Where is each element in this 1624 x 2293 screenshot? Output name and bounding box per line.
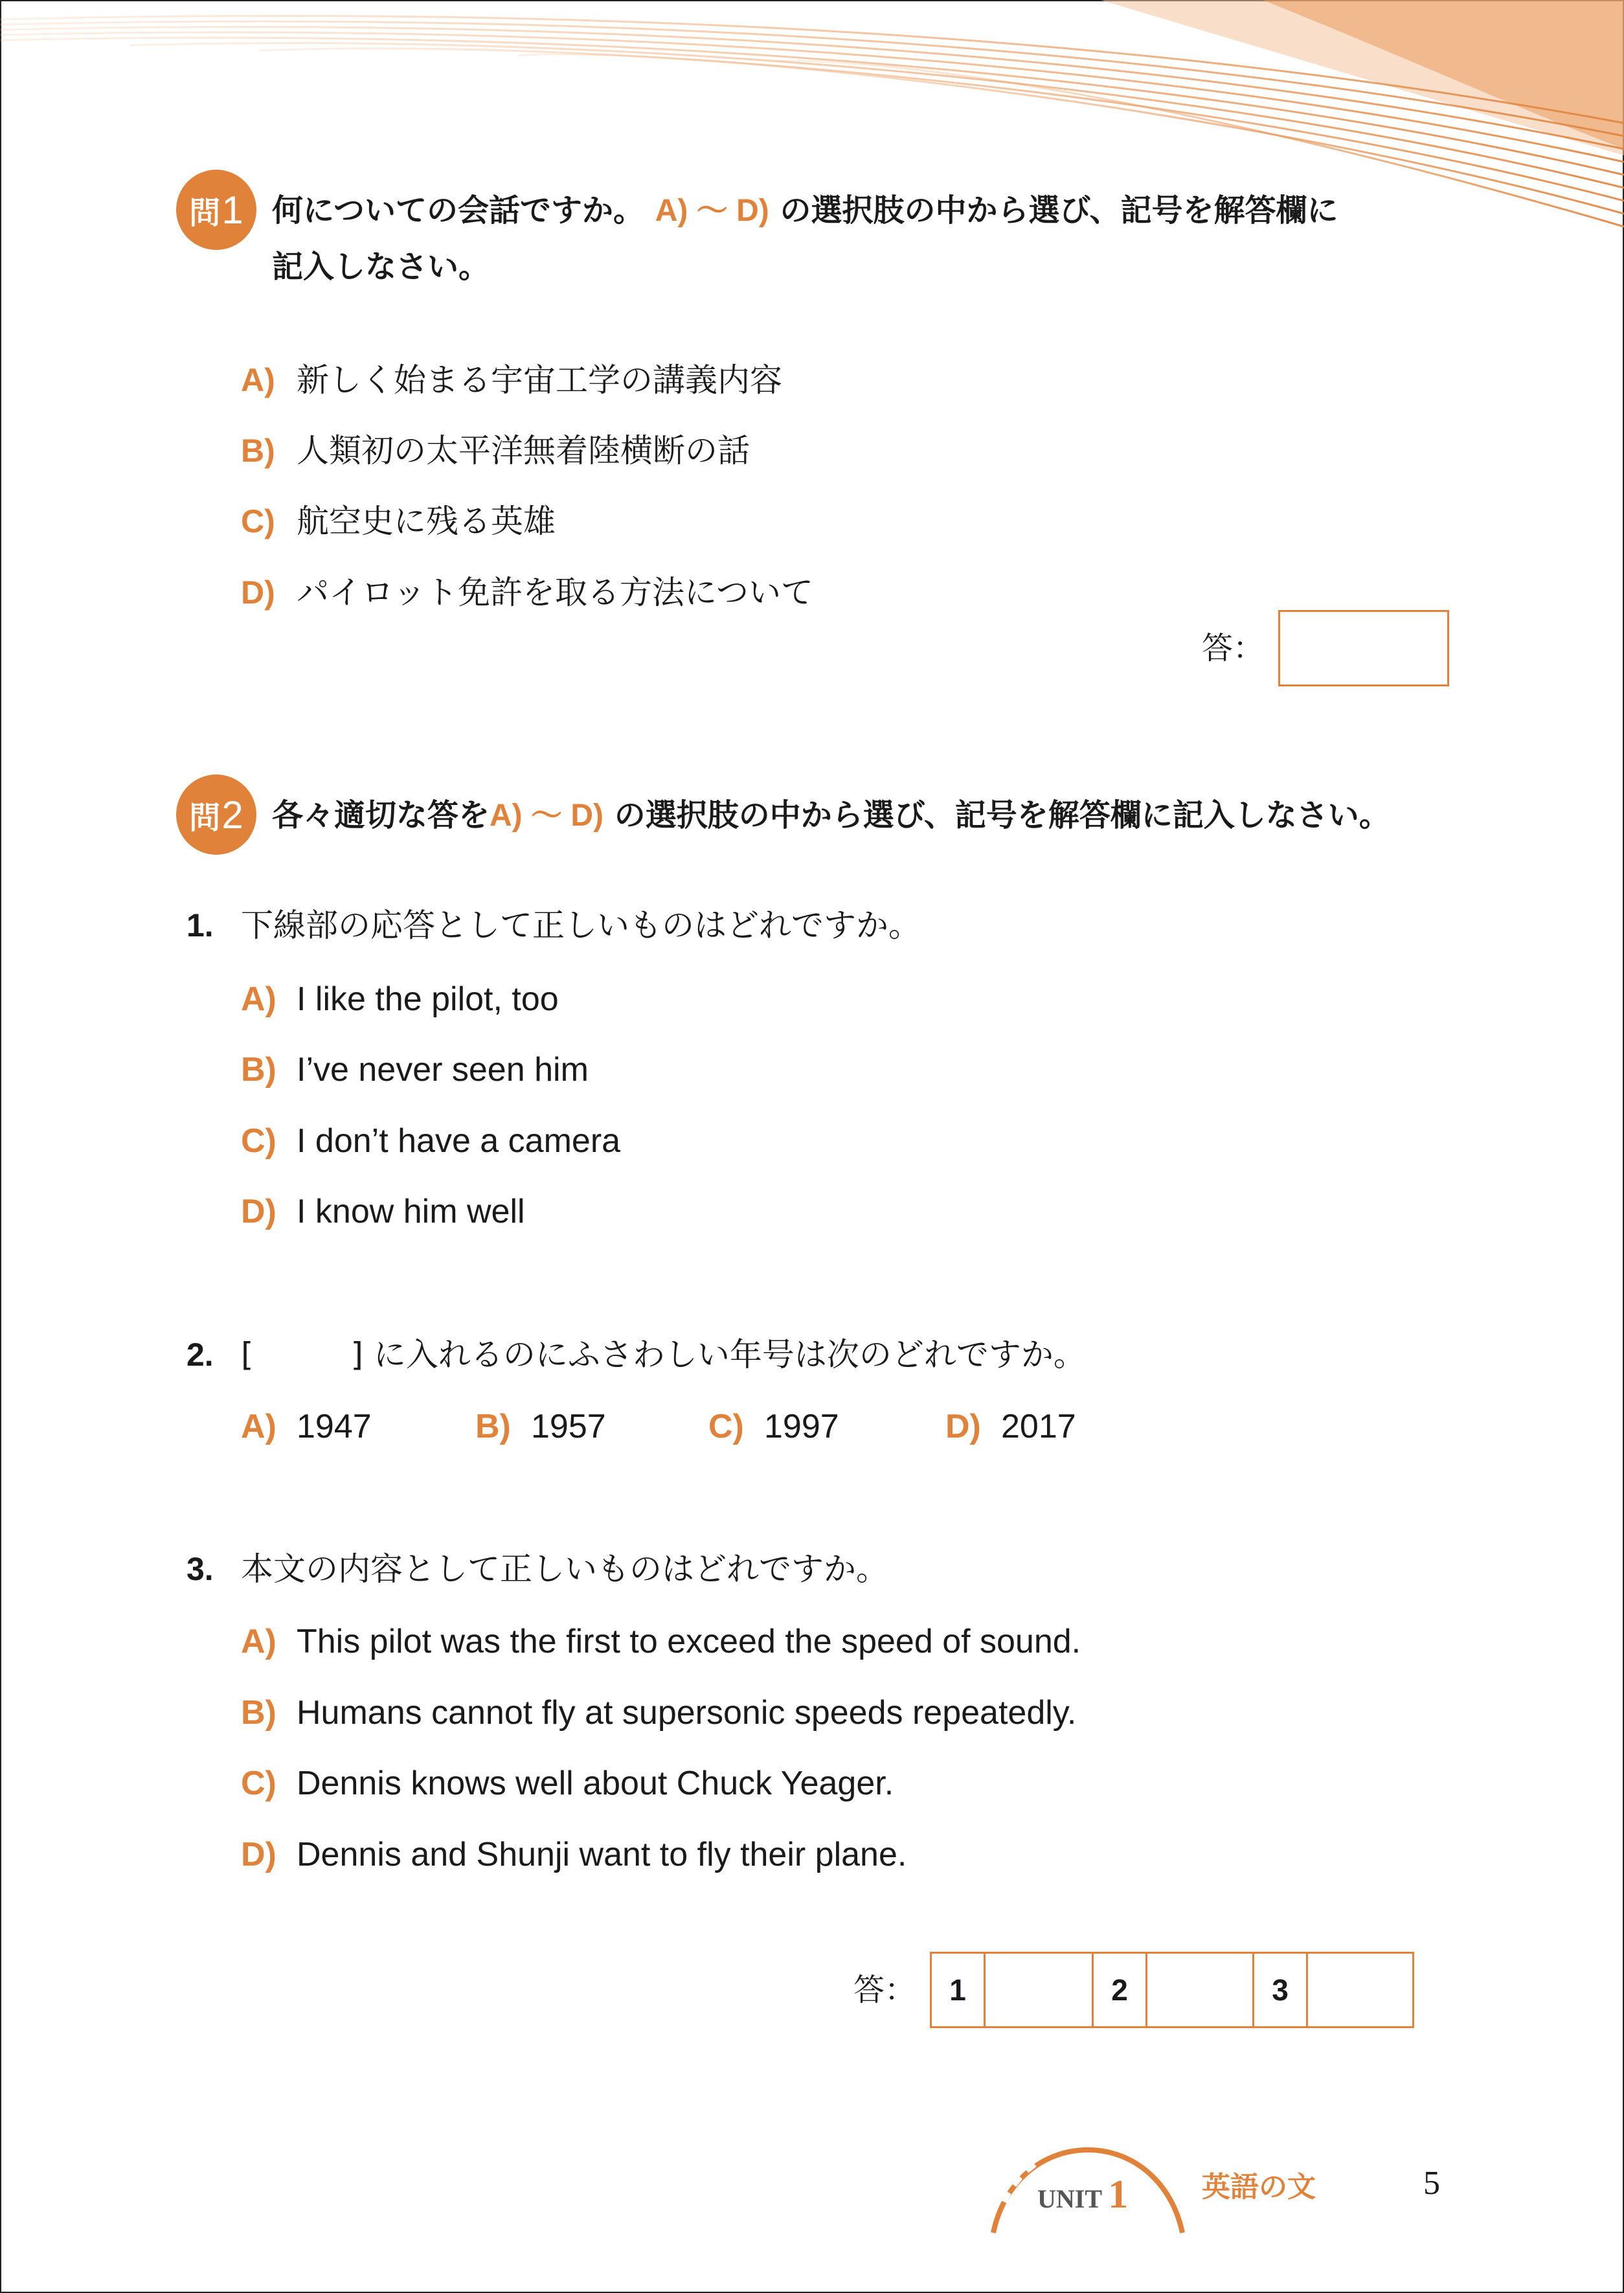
q1-option-b: B) 人類初の太平洋無着陸横断の話: [241, 432, 750, 469]
item-3-question: 本文の内容として正しいものはどれですか。: [241, 1550, 888, 1588]
item-3-option-a: A) This pilot was the first to exceed the speed of sound.: [241, 1623, 1081, 1660]
item-3-option-d: D) Dennis and Shunji want to fly their plane.: [241, 1836, 907, 1873]
question-1-prompt: [272, 183, 1502, 295]
question-1-prompt-line2: 記入しなさい。: [272, 249, 490, 285]
blank-bracket-close: ]: [350, 1336, 364, 1373]
item-1-option-c: C) I don’t have a camera: [241, 1122, 621, 1160]
item-2-number: 2.: [186, 1337, 214, 1373]
q1-option-c: C) 航空史に残る英雄: [241, 503, 556, 540]
q1-answer-box[interactable]: [1278, 610, 1449, 686]
item-3-number: 3.: [186, 1551, 214, 1587]
answer-cell-label-1: 1: [949, 1973, 966, 2007]
answer-cell-2[interactable]: [1147, 1954, 1252, 2026]
item-2-option-b: B) 1957: [475, 1408, 606, 1445]
q1-answer-label: 答：: [1202, 630, 1265, 666]
unit-number: 1: [1108, 2173, 1129, 2217]
item-2-option-c: C) 1997: [708, 1408, 839, 1445]
answer-cell-label-2: 2: [1111, 1973, 1128, 2007]
badge-kanji: 問: [189, 800, 221, 835]
item-3-option-c: C) Dennis knows well about Chuck Yeager.: [241, 1765, 894, 1802]
unit-title: 英語の文: [1202, 2171, 1316, 2204]
item-2-option-d: D) 2017: [945, 1408, 1076, 1445]
question-1-prompt-line1: 何についての会話ですか。 A) 〜 D) の選択肢の中から選び、記号を解答欄に: [272, 192, 1338, 229]
question-2-prompt: 各々適切な答をA) 〜 D) の選択肢の中から選び、記号を解答欄に記入しなさい。: [272, 797, 1390, 833]
answer-cell-1[interactable]: [986, 1954, 1092, 2026]
q2-answer-label: 答：: [853, 1972, 916, 2008]
item-1-option-b: B) I’ve never seen him: [241, 1051, 589, 1089]
choice-range: A) 〜 D): [490, 798, 603, 833]
q2-answer-grid: [930, 1952, 1414, 2028]
item-1-question: 下線部の応答として正しいものはどれですか。: [241, 907, 921, 944]
q1-option-d: D) パイロット免許を取る方法について: [241, 574, 813, 611]
question-badge-2: [176, 774, 256, 855]
item-2-question: [ ] に入れるのにふさわしい年号は次のどれですか。: [241, 1336, 1086, 1373]
choice-range: A) 〜 D): [655, 194, 769, 228]
page-number: 5: [1423, 2165, 1440, 2202]
question-badge-1: [176, 170, 256, 250]
q1-option-a: A) 新しく始まる宇宙工学の講義内容: [241, 361, 782, 399]
unit-label: UNIT 1: [1037, 2173, 1129, 2217]
blank-bracket-open: [: [241, 1336, 254, 1373]
answer-cell-label-3: 3: [1272, 1973, 1289, 2007]
item-1-number: 1.: [186, 907, 214, 943]
item-1-option-d: D) I know him well: [241, 1193, 525, 1230]
item-3-option-b: B) Humans cannot fly at supersonic speeds repeatedly.: [241, 1694, 1077, 1732]
badge-number: 2: [221, 793, 243, 837]
answer-cell-3[interactable]: [1308, 1954, 1412, 2026]
item-1-option-a: A) I like the pilot, too: [241, 980, 559, 1018]
badge-number: 1: [221, 188, 243, 232]
item-2-option-a: A) 1947: [241, 1408, 372, 1445]
badge-kanji: 問: [189, 196, 221, 231]
